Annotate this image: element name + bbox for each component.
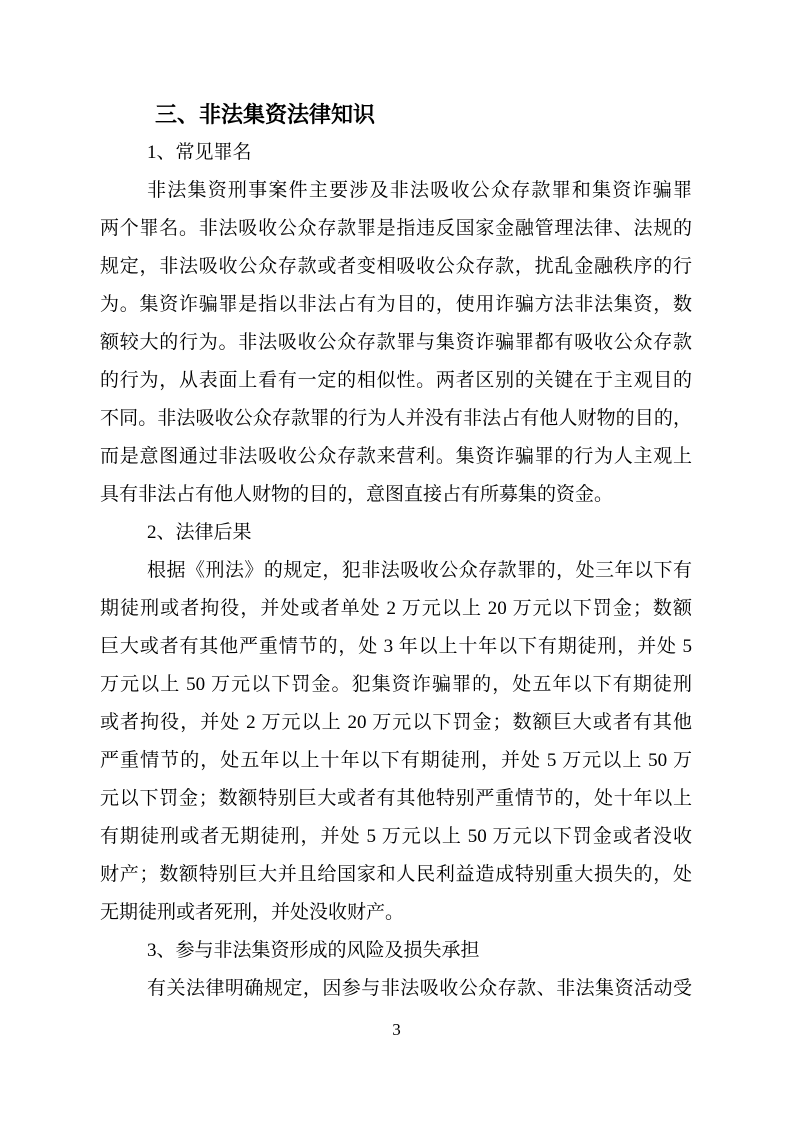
paragraph-line: 或者拘役，并处 2 万元以上 20 万元以下罚金；数额巨大或者有其他	[100, 712, 692, 733]
document-body	[100, 96, 692, 1008]
paragraph-line: 有期徒刑或者无期徒刑，并处 5 万元以上 50 万元以下罚金或者没收	[100, 826, 692, 847]
paragraph-line: 根据《刑法》的规定，犯非法吸收公众存款罪的，处三年以下有	[147, 560, 692, 581]
paragraph-line: 规定，非法吸收公众存款或者变相吸收公众存款，扰乱金融秩序的行	[100, 256, 692, 277]
paragraph-line: 期徒刑或者拘役，并处或者单处 2 万元以上 20 万元以下罚金；数额	[100, 598, 692, 619]
paragraph-line: 额较大的行为。非法吸收公众存款罪与集资诈骗罪都有吸收公众存款	[100, 332, 692, 353]
page-number: 3	[392, 1020, 401, 1039]
paragraph-line: 万元以上 50 万元以下罚金。犯集资诈骗罪的，处五年以下有期徒刑	[100, 674, 692, 695]
paragraph-line: 巨大或者有其他严重情节的，处 3 年以上十年以下有期徒刑，并处 5	[100, 636, 692, 657]
paragraph-line: 元以下罚金；数额特别巨大或者有其他特别严重情节的，处十年以上	[100, 788, 692, 809]
paragraph-line: 两个罪名。非法吸收公众存款罪是指违反国家金融管理法律、法规的	[100, 218, 692, 239]
section-heading: 三、非法集资法律知识	[155, 102, 376, 127]
paragraph-line: 无期徒刑或者死刑，并处没收财产。	[100, 902, 405, 923]
paragraph-line: 为。集资诈骗罪是指以非法占有为目的，使用诈骗方法非法集资，数	[100, 294, 692, 315]
paragraph-line: 财产；数额特别巨大并且给国家和人民利益造成特别重大损失的，处	[100, 864, 692, 885]
subsection-title: 2、法律后果	[147, 522, 252, 543]
page-footer	[0, 1016, 793, 1044]
sections-container	[100, 134, 692, 1008]
paragraph-line: 的行为，从表面上看有一定的相似性。两者区别的关键在于主观目的	[100, 370, 692, 391]
paragraph-line: 而是意图通过非法吸收公众存款来营利。集资诈骗罪的行为人主观上	[100, 446, 692, 467]
subsection-title: 3、参与非法集资形成的风险及损失承担	[147, 940, 480, 961]
paragraph-line: 严重情节的，处五年以上十年以下有期徒刑，并处 5 万元以上 50 万	[100, 750, 692, 771]
paragraph-line: 不同。非法吸收公众存款罪的行为人并没有非法占有他人财物的目的，	[100, 408, 692, 429]
paragraph-line: 有关法律明确规定，因参与非法吸收公众存款、非法集资活动受	[147, 978, 692, 999]
paragraph-line: 具有非法占有他人财物的目的，意图直接占有所募集的资金。	[100, 484, 614, 505]
paragraph-line: 非法集资刑事案件主要涉及非法吸收公众存款罪和集资诈骗罪	[147, 180, 692, 201]
subsection-title: 1、常见罪名	[147, 142, 252, 163]
